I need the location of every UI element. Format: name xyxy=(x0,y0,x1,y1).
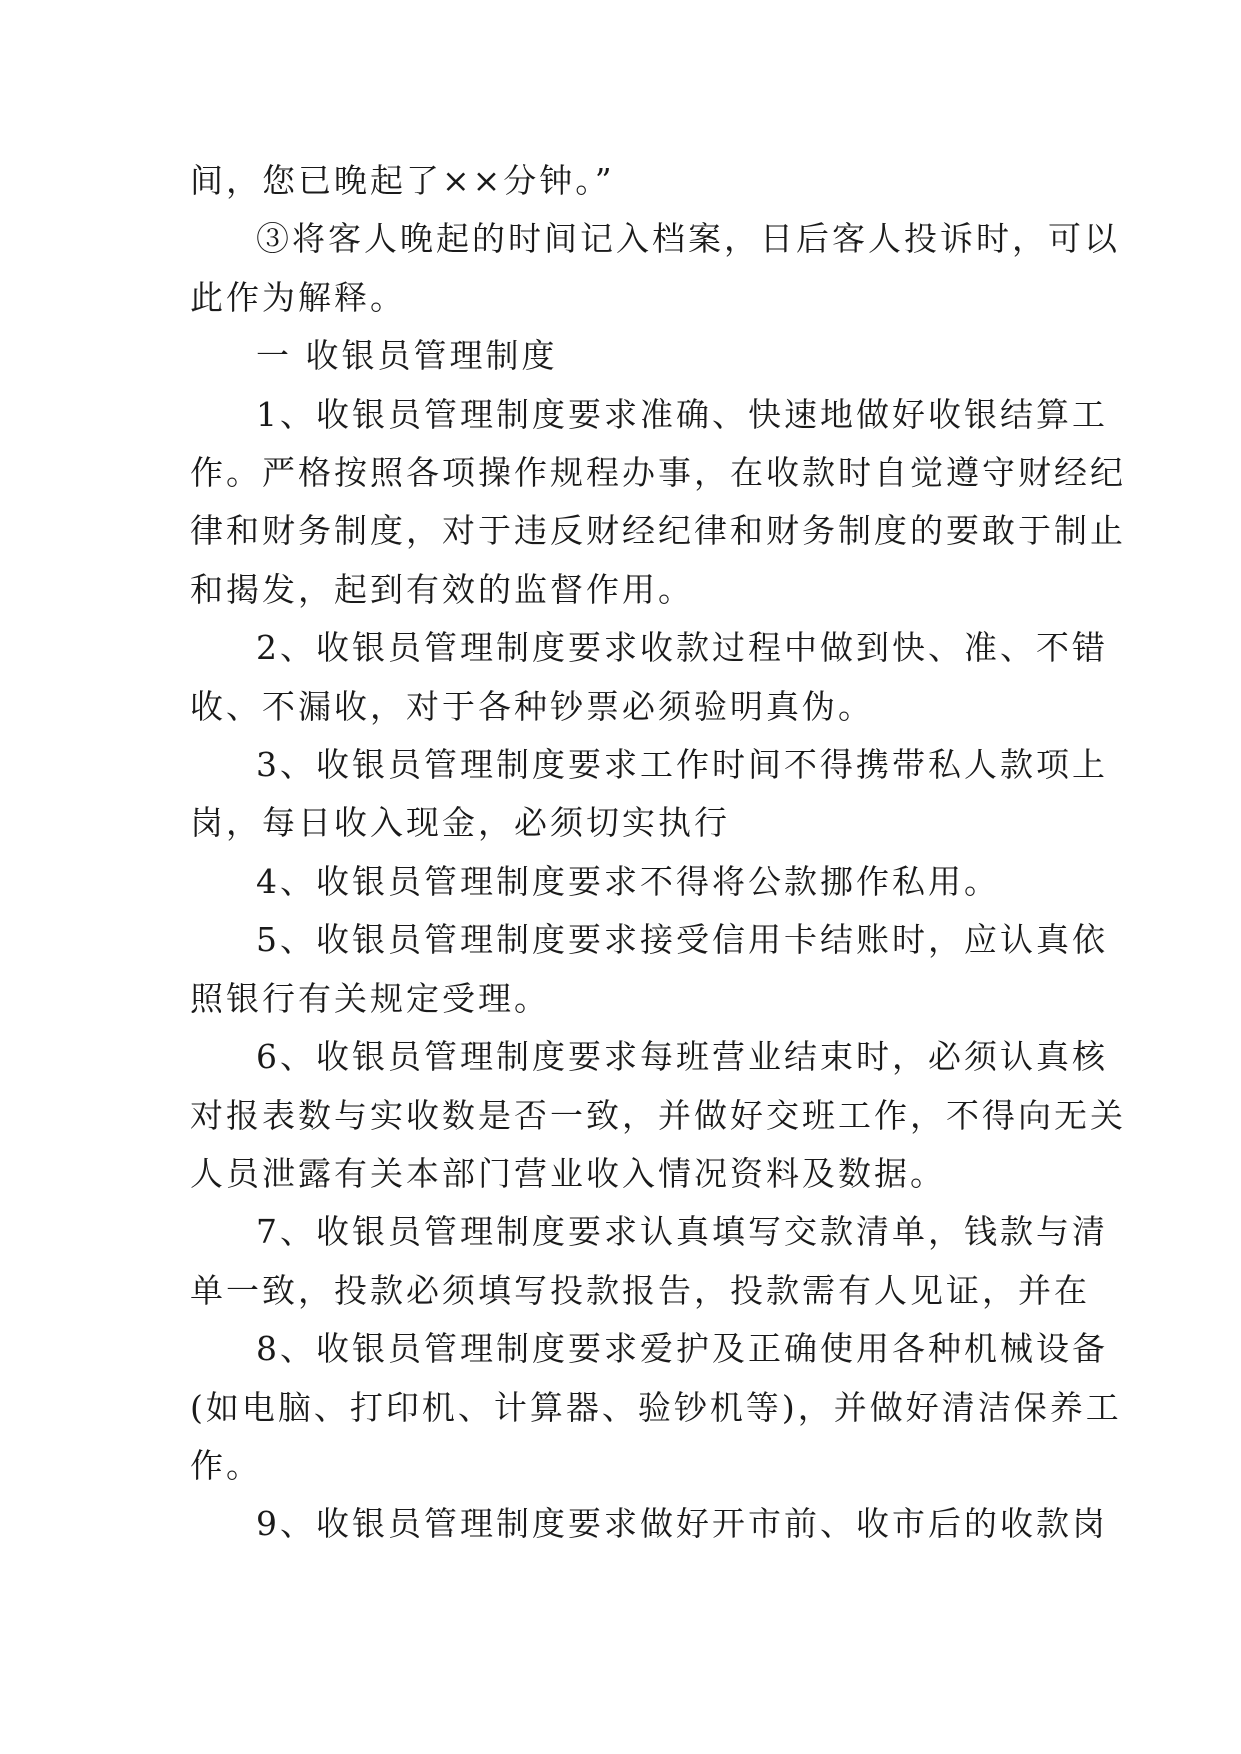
paragraph-line: 收、不漏收，对于各种钞票必须验明真伪。 xyxy=(190,686,874,726)
paragraph-line: 律和财务制度，对于违反财经纪律和财务制度的要敢于制止 xyxy=(190,511,1126,551)
paragraph-line: 6、收银员管理制度要求每班营业结束时，必须认真核 xyxy=(256,1037,1108,1077)
paragraph-line: (如电脑、打印机、计算器、验钞机等)，并做好清洁保养工 xyxy=(190,1387,1122,1427)
paragraph xyxy=(190,386,1126,620)
paragraph-line: 作。 xyxy=(190,1445,262,1485)
paragraph-line: 间，您已晚起了××分钟。” xyxy=(190,161,615,200)
paragraph-line: ③将客人晚起的时间记入档案，日后客人投诉时，可以 xyxy=(256,219,1120,259)
paragraph xyxy=(190,1028,1126,1203)
paragraph-line: 和揭发，起到有效的监督作用。 xyxy=(190,569,694,609)
paragraph-line: 照银行有关规定受理。 xyxy=(190,978,550,1018)
paragraph xyxy=(190,152,1056,210)
paragraph-line: 一 收银员管理制度 xyxy=(256,336,558,376)
paragraph-line: 此作为解释。 xyxy=(190,277,406,317)
paragraph xyxy=(190,736,1108,853)
paragraph-line: 单一致，投款必须填写投款报告，投款需有人见证，并在 xyxy=(190,1270,1090,1310)
paragraph xyxy=(190,1320,1122,1495)
paragraph xyxy=(190,911,1108,1028)
paragraph xyxy=(190,619,1108,736)
paragraph-line: 7、收银员管理制度要求认真填写交款清单，钱款与清 xyxy=(256,1212,1108,1252)
paragraph-line: 9、收银员管理制度要求做好开市前、收市后的收款岗 xyxy=(256,1504,1108,1544)
paragraph-line: 人员泄露有关本部门营业收入情况资料及数据。 xyxy=(190,1153,946,1193)
paragraph xyxy=(190,1203,1108,1320)
document-body xyxy=(190,152,1126,1554)
paragraph xyxy=(190,853,1056,911)
paragraph-line: 5、收银员管理制度要求接受信用卡结账时，应认真依 xyxy=(256,920,1108,960)
paragraph-line: 2、收银员管理制度要求收款过程中做到快、准、不错 xyxy=(256,628,1108,668)
paragraph-line: 作。严格按照各项操作规程办事，在收款时自觉遵守财经纪 xyxy=(190,453,1126,493)
paragraph-line: 岗，每日收入现金，必须切实执行 xyxy=(190,803,730,843)
paragraph xyxy=(190,327,1056,385)
paragraph-line: 3、收银员管理制度要求工作时间不得携带私人款项上 xyxy=(256,745,1108,785)
paragraph-line: 8、收银员管理制度要求爱护及正确使用各种机械设备 xyxy=(256,1329,1108,1369)
paragraph xyxy=(190,210,1120,327)
paragraph-line: 1、收银员管理制度要求准确、快速地做好收银结算工 xyxy=(256,394,1108,434)
paragraph-line: 4、收银员管理制度要求不得将公款挪作私用。 xyxy=(256,861,1000,901)
paragraph xyxy=(190,1495,1108,1553)
paragraph-line: 对报表数与实收数是否一致，并做好交班工作，不得向无关 xyxy=(190,1095,1126,1135)
